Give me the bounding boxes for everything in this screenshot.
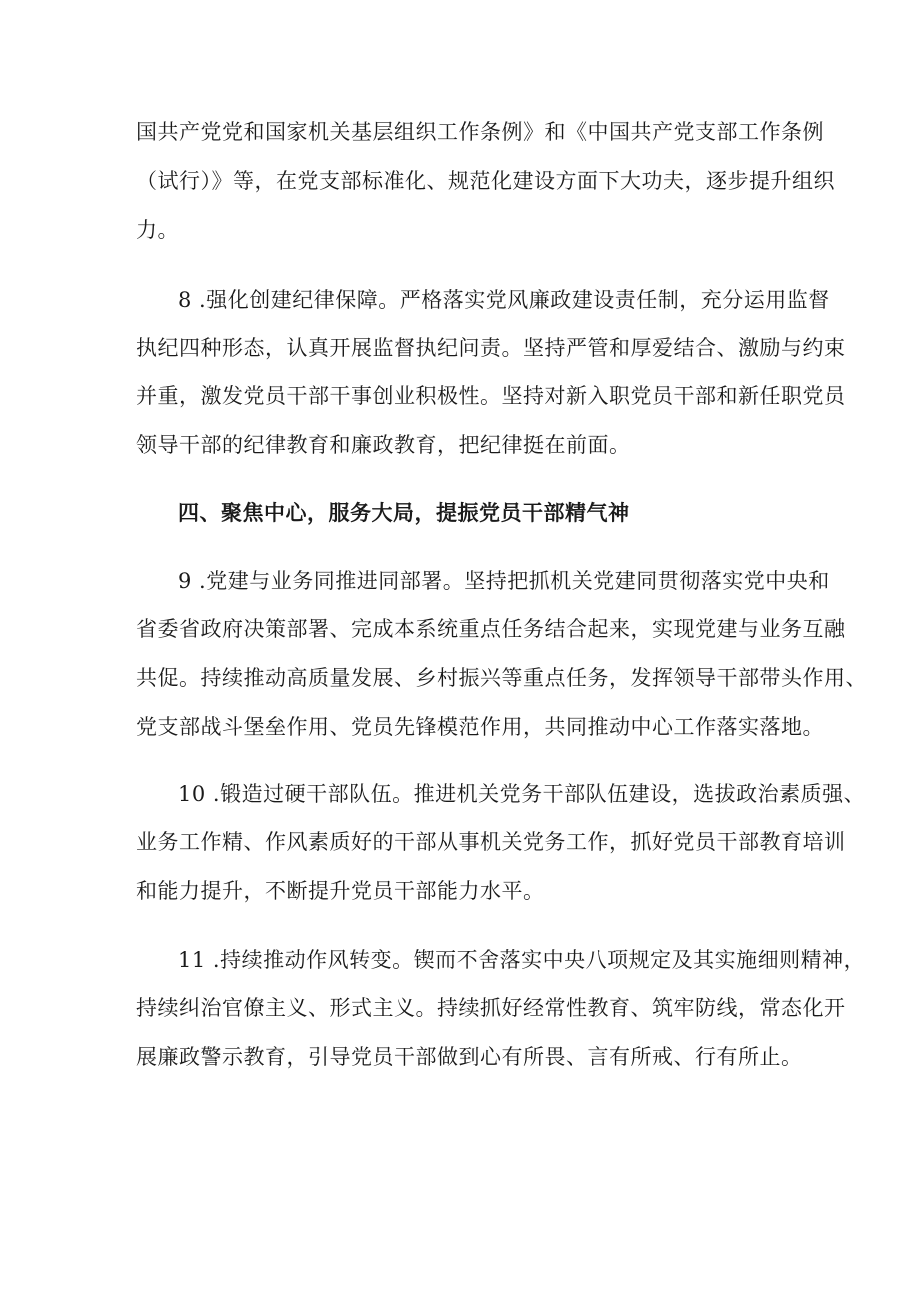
text-line: 领导干部的纪律教育和廉政教育，把纪律挺在前面。 — [136, 433, 631, 457]
text-line: 并重，激发党员干部干事创业积极性。坚持对新入职党员干部和新任职党员 — [136, 384, 846, 408]
text-line: 业务工作精、作风素质好的干部从事机关党务工作，抓好党员干部教育培训 — [136, 830, 846, 854]
text-line: 国共产党党和国家机关基层组织工作条例》和《中国共产党支部工作条例 — [136, 120, 824, 144]
text-line: 执纪四种形态，认真开展监督执纪问责。坚持严管和厚爱结合、激励与约束 — [136, 336, 846, 360]
text-line: 展廉政警示教育，引导党员干部做到心有所畏、言有所戒、行有所止。 — [136, 1045, 803, 1069]
text-line: 10 .锻造过硬干部队伍。推进机关党务干部队伍建设，选拔政治素质强、 — [178, 782, 866, 806]
text-line: 省委省政府决策部署、完成本系统重点任务结合起来，实现党建与业务互融 — [136, 617, 846, 641]
text-line: 共促。持续推动高质量发展、乡村振兴等重点任务，发挥领导干部带头作用、 — [136, 666, 867, 690]
text-line: 和能力提升，不断提升党员干部能力水平。 — [136, 879, 545, 903]
section-heading: 四、聚焦中心，服务大局，提振党员干部精气神 — [178, 500, 630, 525]
text-line: 持续纠治官僚主义、形式主义。持续抓好经常性教育、筑牢防线，常态化开 — [136, 996, 846, 1020]
text-line: （试行）》等，在党支部标准化、规范化建设方面下大功夫，逐步提升组织 — [136, 169, 835, 193]
text-line: 11 .持续推动作风转变。锲而不舍落实中央八项规定及其实施细则精神， — [178, 948, 866, 972]
text-line: 党支部战斗堡垒作用、党员先锋模范作用，共同推动中心工作落实落地。 — [136, 715, 824, 739]
text-line: 8 .强化创建纪律保障。严格落实党风廉政建设责任制，充分运用监督 — [178, 288, 830, 312]
text-line: 力。 — [136, 218, 179, 242]
text-line: 9 .党建与业务同推进同部署。坚持把抓机关党建同贯彻落实党中央和 — [178, 569, 830, 593]
